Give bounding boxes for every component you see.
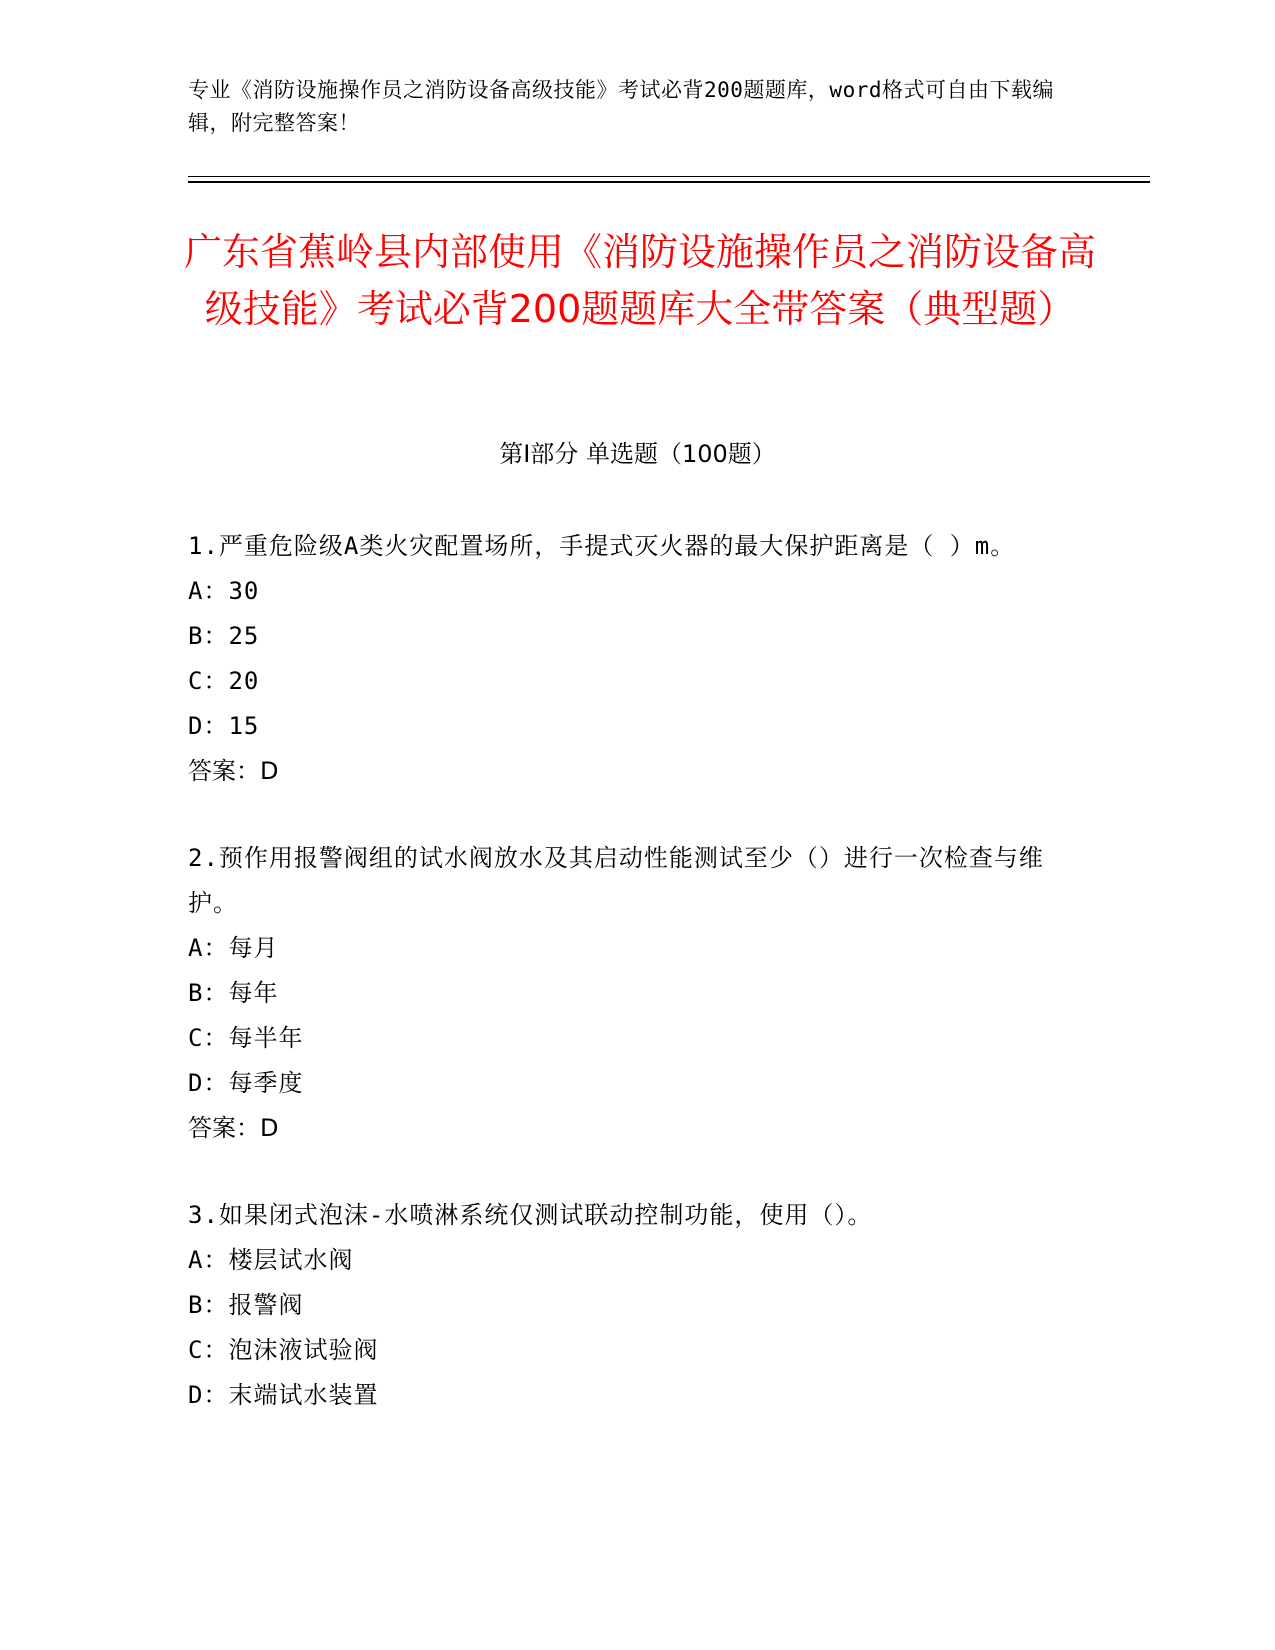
option-d: D：末端试水装置: [188, 1381, 379, 1409]
option-b: B：25: [188, 622, 260, 650]
question-stem: 2.预作用报警阀组的试水阀放水及其启动性能测试至少（）进行一次检查与维护。: [188, 844, 1044, 917]
question-2: [188, 836, 1068, 1151]
header-rule-thin: [188, 176, 1150, 177]
section-title: 第Ⅰ部分 单选题（100题）: [499, 440, 776, 468]
option-d: D：每季度: [188, 1069, 304, 1097]
question-stem: 3.如果闭式泡沫-水喷淋系统仅测试联动控制功能，使用（）。: [188, 1201, 873, 1229]
question-1: [188, 524, 1068, 794]
option-a: A：楼层试水阀: [188, 1246, 354, 1274]
question-stem: 1.严重危险级A类火灾配置场所，手提式灭火器的最大保护距离是（ ）m。: [188, 532, 1016, 560]
option-b: B：报警阀: [188, 1291, 304, 1319]
document-title: 广东省蕉岭县内部使用《消防设施操作员之消防设备高级技能》考试必背200题题库大全带答案（典型题）: [183, 230, 1096, 331]
option-a: A：每月: [188, 934, 279, 962]
option-a: A：30: [188, 577, 260, 605]
answer: 答案：D: [188, 757, 279, 785]
option-c: C：每半年: [188, 1024, 304, 1052]
header-rule-thick: [188, 181, 1150, 183]
answer: 答案：D: [188, 1114, 279, 1142]
question-list: [188, 524, 1068, 1460]
option-c: C：20: [188, 667, 260, 695]
option-c: C：泡沫液试验阀: [188, 1336, 379, 1364]
option-b: B：每年: [188, 979, 279, 1007]
option-d: D：15: [188, 712, 260, 740]
question-3: [188, 1193, 1068, 1418]
header-note: 专业《消防设施操作员之消防设备高级技能》考试必背200题题库，word格式可自由下载编辑，附完整答案！: [188, 78, 1054, 135]
